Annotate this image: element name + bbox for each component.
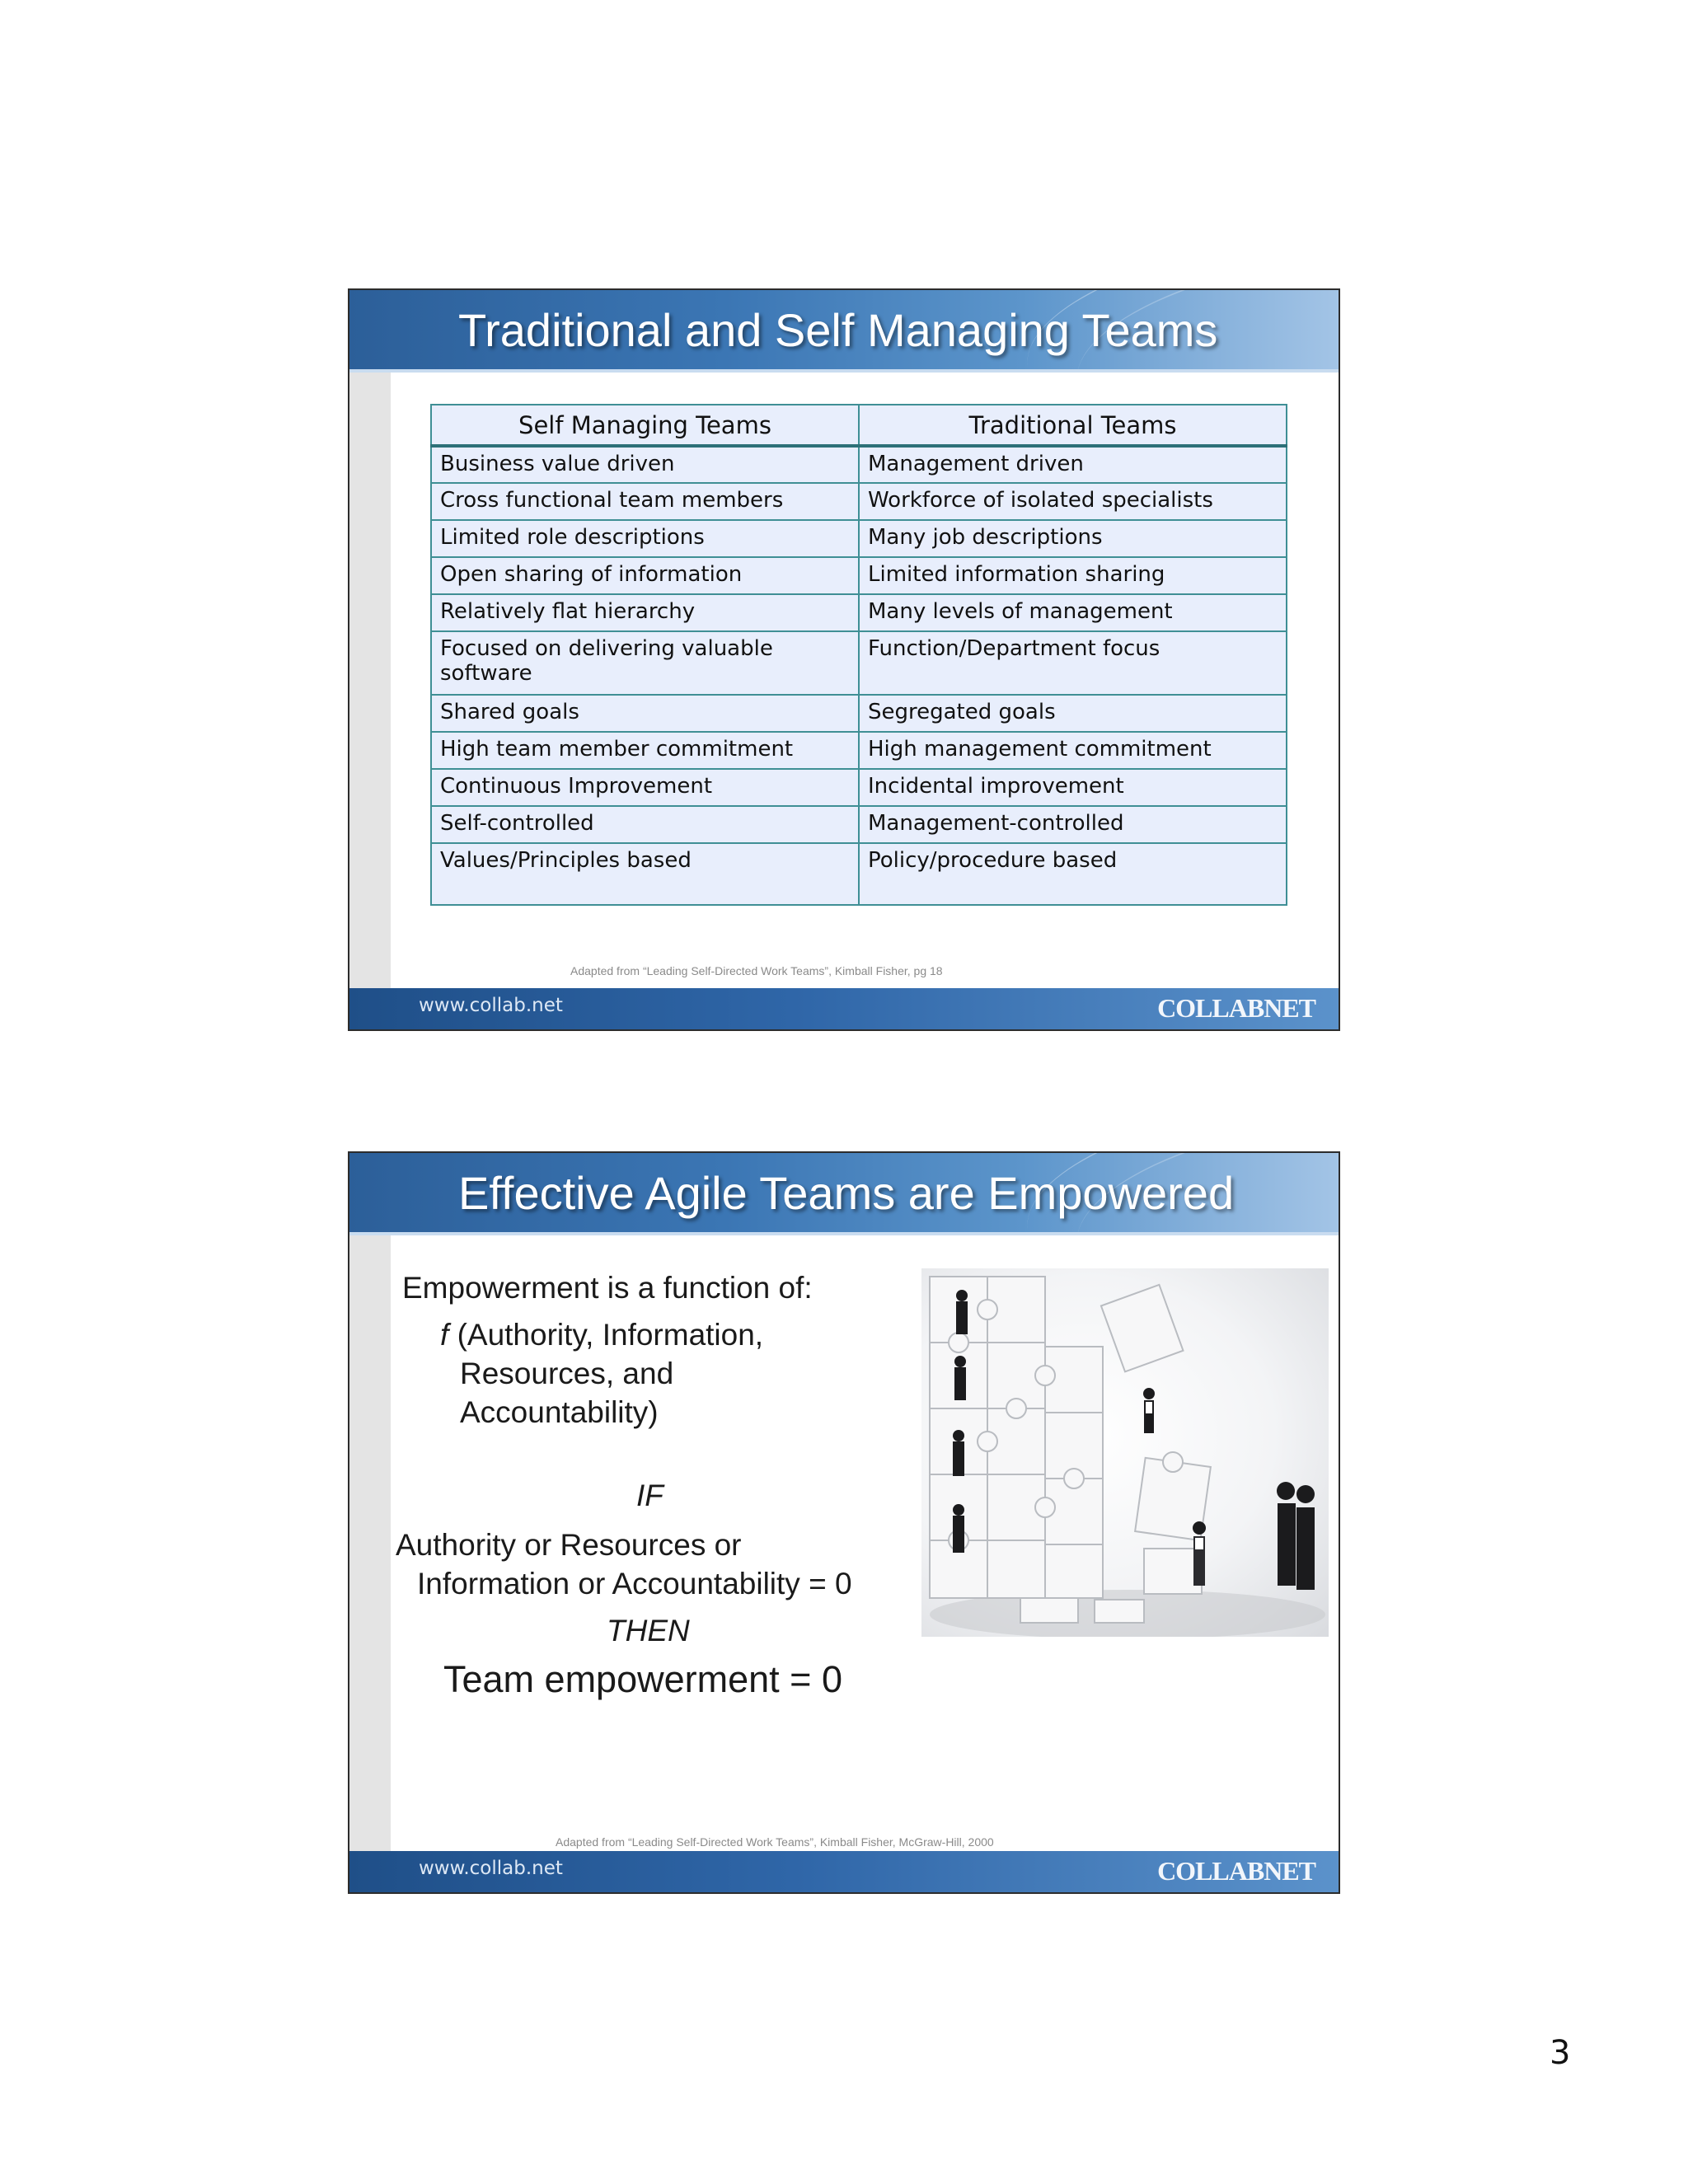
table-cell: Many job descriptions [859, 520, 1287, 557]
table-cell: Segregated goals [859, 695, 1287, 732]
condition-line-2: Information or Accountability = 0 [417, 1567, 852, 1601]
table-row [431, 843, 1287, 905]
comparison-table [430, 404, 1287, 906]
table-cell: Shared goals [431, 695, 859, 732]
table-row [431, 631, 1287, 695]
table-cell: Function/Department focus [859, 631, 1287, 695]
table-row [431, 483, 1287, 520]
function-symbol: f [440, 1318, 449, 1352]
table-cell: Many levels of management [859, 594, 1287, 631]
table-row [431, 806, 1287, 843]
table-cell: Policy/procedure based [859, 843, 1287, 905]
function-args-1: (Authority, Information, [457, 1318, 764, 1352]
slide-header [349, 290, 1339, 373]
table-header-row [431, 405, 1287, 446]
column-header-self-managing: Self Managing Teams [431, 405, 859, 446]
source-credit: Adapted from “Leading Self-Directed Work Teams”, Kimball Fisher, McGraw-Hill, 2000 [556, 1835, 994, 1849]
slide-traditional-vs-self-managing [348, 288, 1340, 1031]
function-line-3: Accountability) [460, 1395, 659, 1429]
table-cell: Open sharing of information [431, 557, 859, 594]
table-row [431, 557, 1287, 594]
table-cell: High team member commitment [431, 732, 859, 769]
page-number: 3 [1550, 2034, 1571, 2072]
left-accent-bar [349, 373, 391, 988]
source-credit: Adapted from “Leading Self-Directed Work Teams”, Kimball Fisher, pg 18 [570, 964, 943, 977]
slide-footer [349, 1851, 1339, 1892]
table-cell: Limited information sharing [859, 557, 1287, 594]
table-cell: Business value driven [431, 446, 859, 483]
puzzle-illustration [921, 1268, 1329, 1637]
left-accent-bar [349, 1235, 391, 1851]
table-cell: Relatively flat hierarchy [431, 594, 859, 631]
slide-header [349, 1153, 1339, 1235]
then-keyword: THEN [607, 1614, 690, 1647]
function-line-1 [440, 1315, 763, 1354]
table-row [431, 520, 1287, 557]
table-cell: Management-controlled [859, 806, 1287, 843]
table-row [431, 695, 1287, 732]
table-cell: Management driven [859, 446, 1287, 483]
table-row [431, 732, 1287, 769]
table-cell: High management commitment [859, 732, 1287, 769]
result-line: Team empowerment = 0 [443, 1658, 842, 1700]
table-row [431, 769, 1287, 806]
slide-title: Effective Agile Teams are Empowered [458, 1167, 1235, 1219]
intro-line: Empowerment is a function of: [402, 1271, 813, 1305]
table-cell: Continuous Improvement [431, 769, 859, 806]
function-line-2: Resources, and [460, 1357, 674, 1390]
slide-empowered-teams [348, 1151, 1340, 1894]
table-row [431, 446, 1287, 483]
table-cell: Self-controlled [431, 806, 859, 843]
table-cell: Limited role descriptions [431, 520, 859, 557]
table-cell: Incidental improvement [859, 769, 1287, 806]
table-row [431, 594, 1287, 631]
collabnet-logo: COLLABNET [1157, 993, 1315, 1023]
collabnet-logo: COLLABNET [1157, 1856, 1315, 1886]
slide-title: Traditional and Self Managing Teams [458, 304, 1218, 356]
table-cell: Values/Principles based [431, 843, 859, 905]
footer-url: www.collab.net [419, 1858, 563, 1879]
if-keyword: IF [636, 1479, 663, 1512]
slide-footer [349, 988, 1339, 1029]
table-cell: Cross functional team members [431, 483, 859, 520]
condition-line-1: Authority or Resources or [396, 1528, 742, 1562]
puzzle-teamwork-photo [921, 1268, 1329, 1637]
table-cell: Workforce of isolated specialists [859, 483, 1287, 520]
footer-url: www.collab.net [419, 995, 563, 1016]
table-cell: Focused on delivering valuable software [431, 631, 859, 695]
column-header-traditional: Traditional Teams [859, 405, 1287, 446]
